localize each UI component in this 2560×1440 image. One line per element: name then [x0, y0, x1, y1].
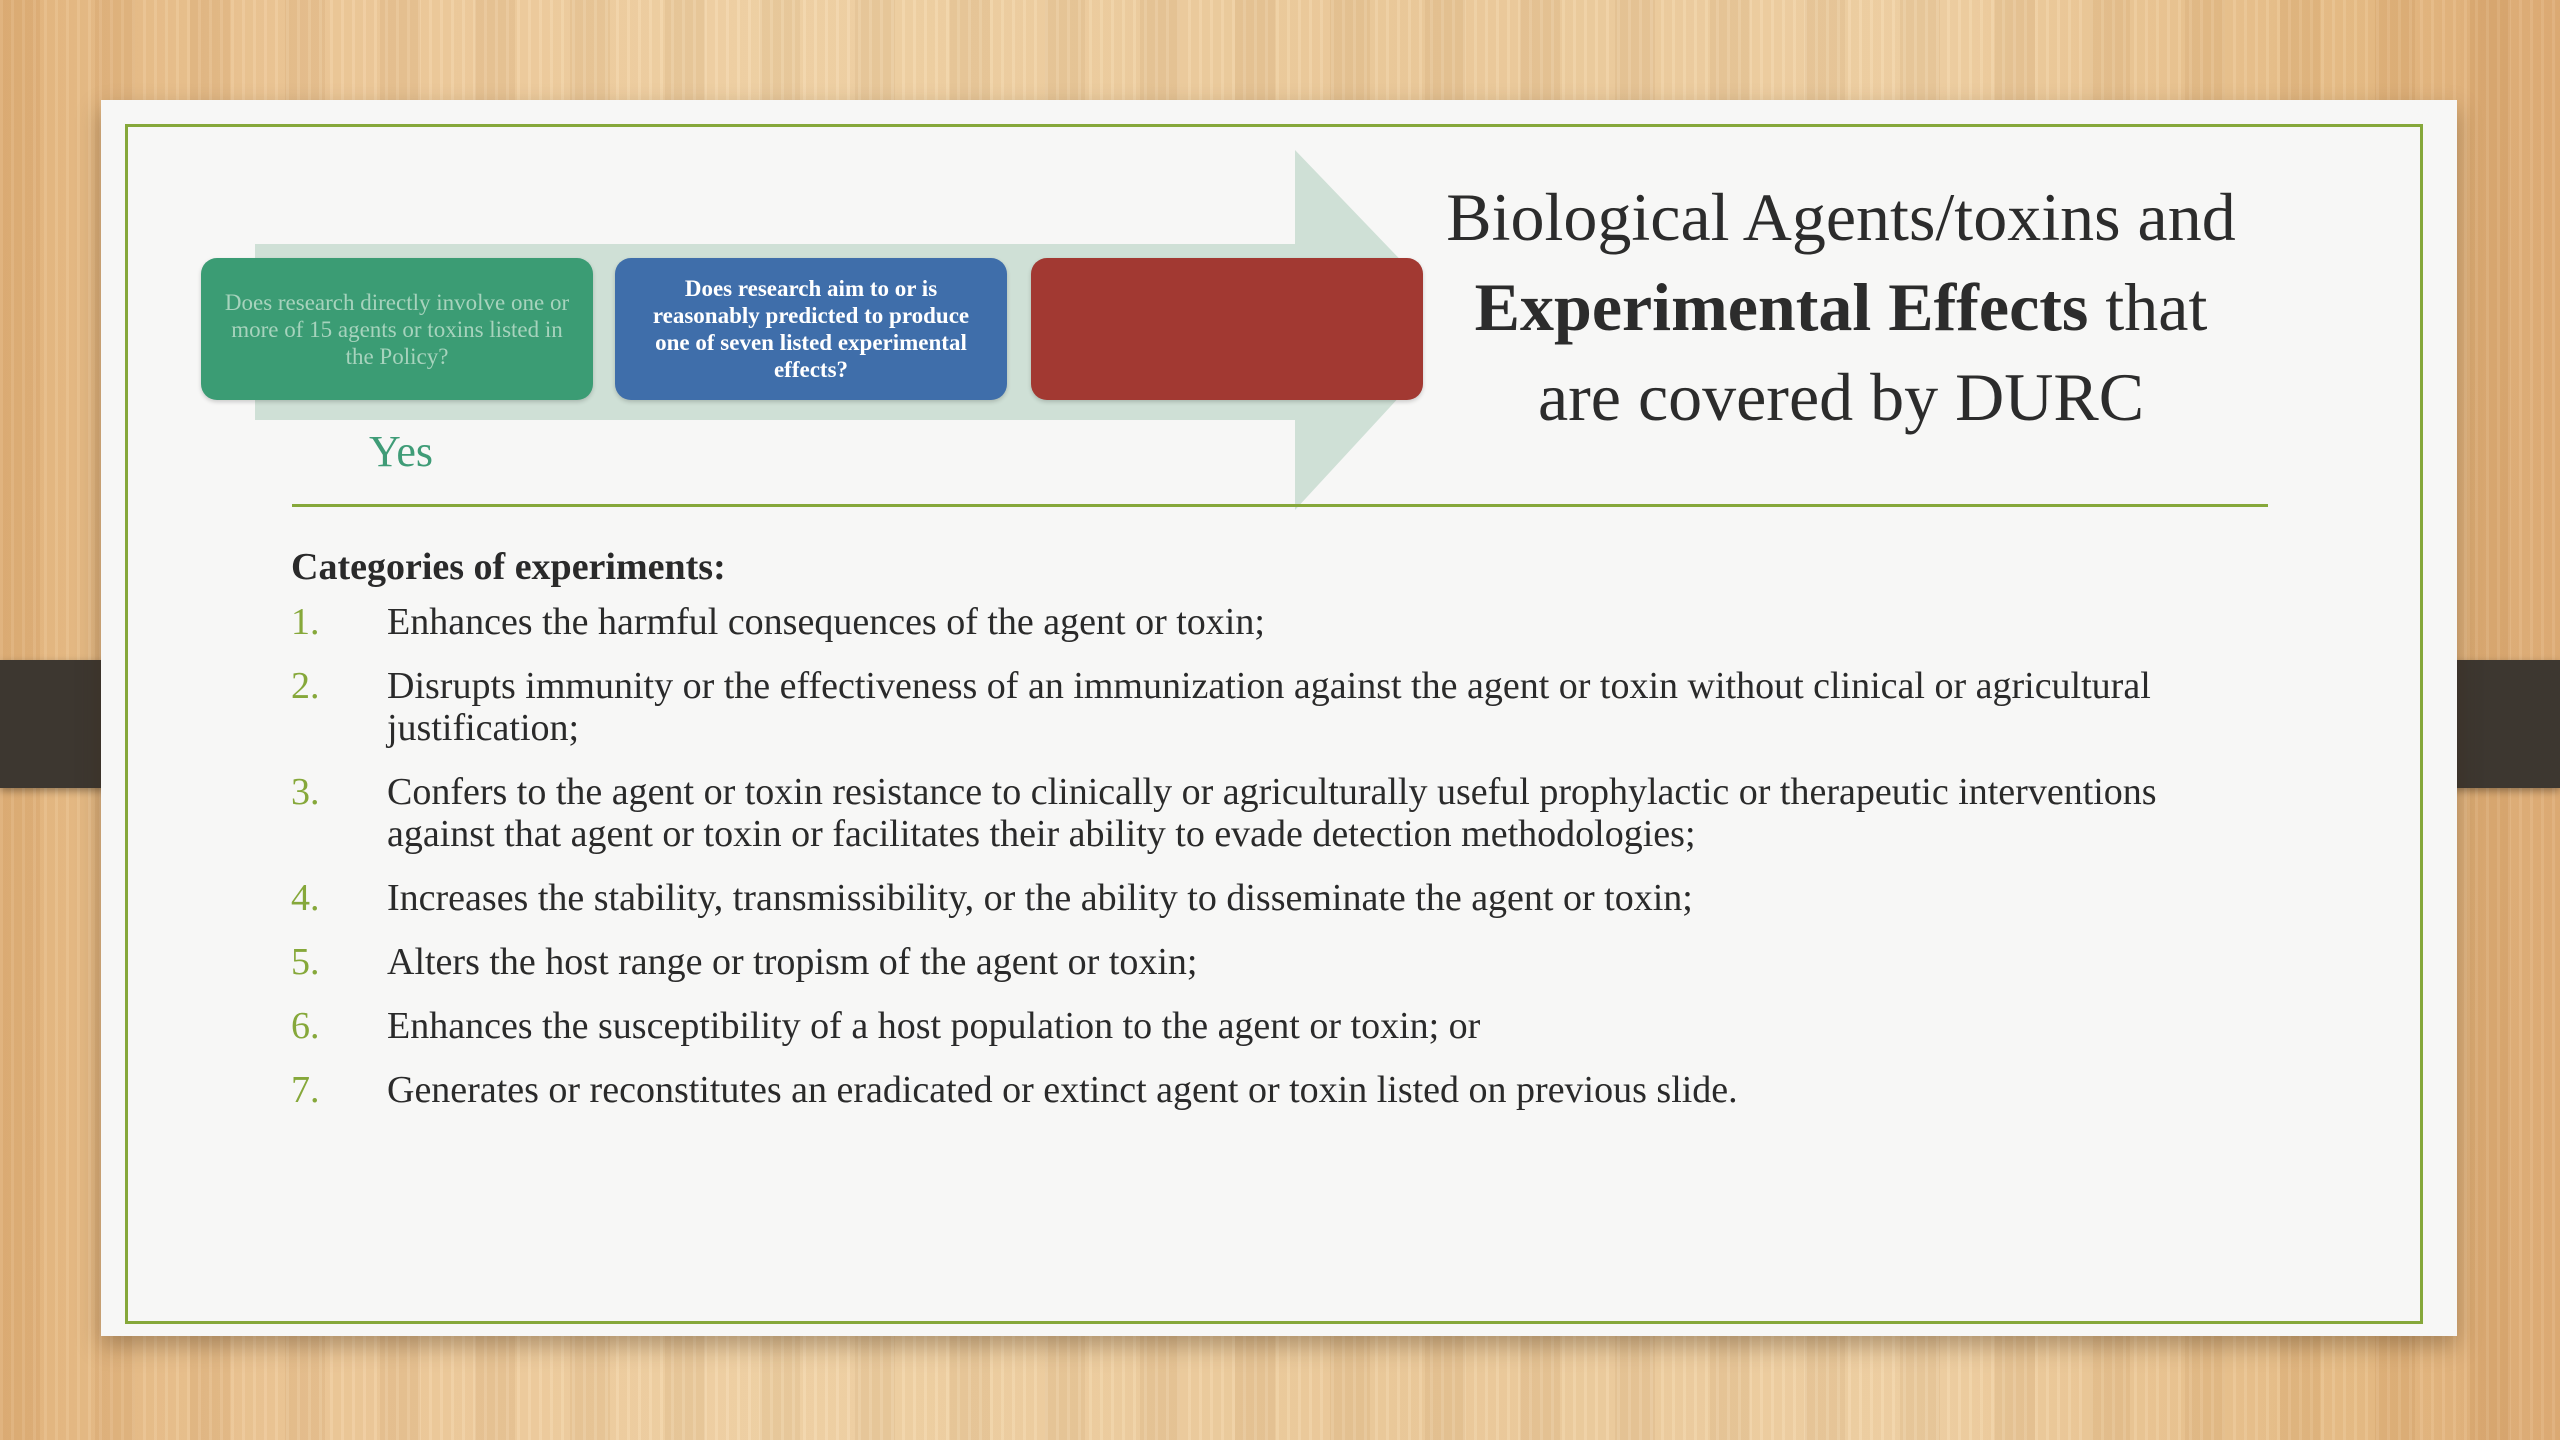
flow-step-agents-text: Does research directly involve one or more of 15 agents or toxins listed in the Policy?	[224, 289, 570, 369]
item-text: Disrupts immunity or the effectiveness of an immunization against the agent or toxin without clinical or agricultural justification;	[387, 665, 2151, 749]
list-item	[291, 877, 2251, 919]
item-number: 1.	[291, 601, 320, 643]
title-line-1: Biological Agents/toxins and	[1446, 179, 2236, 255]
item-number: 4.	[291, 877, 320, 919]
item-number: 2.	[291, 665, 320, 707]
list-item	[291, 941, 2251, 983]
flow-step-effects-text: Does research aim to or is reasonably predicted to produce one of seven listed experimental effects?	[652, 276, 970, 382]
title-line-3: are covered by DURC	[1537, 359, 2145, 435]
item-text: Enhances the harmful consequences of the agent or toxin;	[387, 601, 1265, 643]
title-line-2	[1401, 262, 2281, 352]
categories-heading: Categories of experiments:	[291, 546, 726, 588]
yes-label: Yes	[369, 427, 434, 476]
item-text: Increases the stability, transmissibility, or the ability to disseminate the agent or toxin;	[387, 877, 1693, 919]
slide-title	[1401, 172, 2281, 442]
item-text: Alters the host range or tropism of the agent or toxin;	[387, 941, 1198, 983]
title-divider	[292, 504, 2268, 507]
list-item	[291, 1005, 2251, 1047]
slide	[101, 100, 2457, 1336]
flow-step-agents	[201, 258, 593, 400]
item-text: Enhances the susceptibility of a host population to the agent or toxin; or	[387, 1005, 1481, 1047]
item-number: 7.	[291, 1069, 320, 1111]
title-line-2-rest: that	[2088, 269, 2208, 345]
item-text: Generates or reconstitutes an eradicated or extinct agent or toxin listed on previous slide.	[387, 1069, 1738, 1111]
item-number: 6.	[291, 1005, 320, 1047]
flow-step-effects	[615, 258, 1007, 400]
list-item	[291, 1069, 2251, 1111]
list-item	[291, 601, 2251, 643]
item-number: 5.	[291, 941, 320, 983]
title-bold-phrase: Experimental Effects	[1474, 269, 2089, 345]
slide-body	[291, 545, 2251, 1133]
item-text: Confers to the agent or toxin resistance to clinically or agriculturally useful prophylactic or therapeutic interventions against that agent or toxin or facilitates their ability to evade detection methodologies;	[387, 771, 2157, 855]
categories-list	[291, 601, 2251, 1111]
flow-step-result	[1031, 258, 1423, 400]
list-item	[291, 665, 2251, 749]
list-item	[291, 771, 2251, 855]
item-number: 3.	[291, 771, 320, 813]
